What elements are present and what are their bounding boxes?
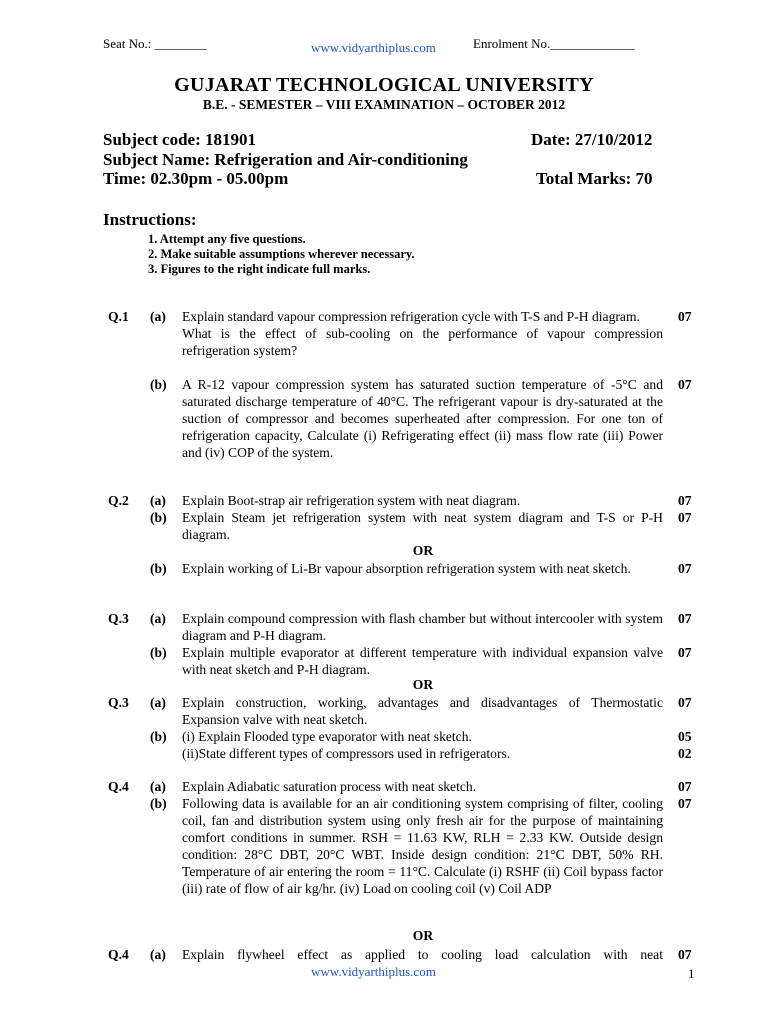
question-number: Q.3 [108,611,129,626]
page-number: 1 [688,966,695,981]
question-number: Q.4 [108,947,129,962]
question-marks: 05 [678,729,692,744]
question-part: (b) [150,729,167,744]
question-text: Explain compound compression with flash chamber but without intercooler with system diagram and P-H diagram. [182,611,663,643]
question-marks: 07 [678,493,692,508]
question-part: (a) [150,947,166,962]
question-text: Explain working of Li-Br vapour absorption refrigeration system with neat sketch. [182,561,631,576]
question-text: A R-12 vapour compression system has saturated suction temperature of -5°C and saturated discharge temperature of 40°C. The refrigerant vapour is dry-saturated at the suction of compressor and becomes superheated after compression. For one ton of refrigeration capacity, Calculate (i) Refrigerating effect (ii) mass flow rate (iii) Power and (iv) COP of the system. [182,377,663,460]
exam-date: Date: 27/10/2012 [531,130,653,149]
instruction-item: 3. Figures to the right indicate full marks. [148,262,371,276]
question-part: (a) [150,309,166,324]
question-number: Q.2 [108,493,129,508]
enrolment-number: Enrolment No._____________ [473,36,635,51]
question-marks: 07 [678,561,692,576]
question-text-line: What is the effect of sub-cooling on the performance of vapour compression refrigeration system? [182,326,663,358]
question-text-line: (ii)State different types of compressors used in refrigerators. [182,746,511,761]
question-number: Q.1 [108,309,129,324]
university-title: GUJARAT TECHNOLOGICAL UNIVERSITY [174,74,594,96]
question-part: (a) [150,779,166,794]
question-text: Explain Boot-strap air refrigeration system with neat diagram. [182,493,521,508]
question-marks: 07 [678,796,692,811]
question-number: Q.4 [108,779,129,794]
question-text [182,728,663,762]
seat-number: Seat No.: ________ [103,36,207,51]
question-marks: 07 [678,377,692,392]
question-part: (b) [150,510,167,525]
total-marks: Total Marks: 70 [536,169,653,188]
question-number: Q.3 [108,695,129,710]
or-separator: OR [412,677,434,692]
question-marks: 07 [678,510,692,525]
subject-name: Subject Name: Refrigeration and Air-conditioning [103,150,468,169]
question-text: Explain multiple evaporator at different temperature with individual expansion valve with neat sketch and P-H diagram. [182,645,663,677]
question-text-line: Explain standard vapour compression refrigeration cycle with T-S and P-H diagram. [182,309,640,324]
question-marks: 07 [678,309,692,324]
question-text: Explain Steam jet refrigeration system with neat system diagram and T-S or P-H diagram. [182,510,663,542]
or-separator: OR [412,543,434,558]
question-text-line: (i) Explain Flooded type evaporator with neat sketch. [182,729,472,744]
question-part: (a) [150,695,166,710]
instruction-item: 1. Attempt any five questions. [148,232,306,246]
question-part: (b) [150,796,167,811]
question-marks: 07 [678,947,692,962]
question-marks: 07 [678,645,692,660]
question-text: Explain construction, working, advantages and disadvantages of Thermostatic Expansion valve with neat sketch. [182,695,663,727]
question-marks: 07 [678,779,692,794]
exam-title: B.E. - SEMESTER – VIII EXAMINATION – OCTOBER 2012 [202,97,566,112]
question-text: Explain Adiabatic saturation process with neat sketch. [182,779,477,794]
header-website-link[interactable]: www.vidyarthiplus.com [311,40,436,55]
question-part: (a) [150,493,166,508]
question-part: (b) [150,561,167,576]
or-separator: OR [412,928,434,943]
exam-time: Time: 02.30pm - 05.00pm [103,169,289,188]
question-text [182,308,663,359]
instruction-item: 2. Make suitable assumptions wherever necessary. [148,247,415,261]
instructions-heading: Instructions: [103,210,197,229]
subject-code: Subject code: 181901 [103,130,256,149]
question-part: (b) [150,645,167,660]
question-marks: 07 [678,695,692,710]
question-part: (a) [150,611,166,626]
question-text: Following data is available for an air conditioning system comprising of filter, cooling coil, fan and distribution system using only fresh air for the purpose of maintaining comfort conditions in summer. RSH = 11.63 KW, RLH = 2.33 KW. Outside design condition: 28°C DBT, 20°C WBT. Inside design condition: 21°C DBT, 50% RH. Temperature of air entering the room = 11°C. Calculate (i) RSHF (ii) Coil bypass factor (iii) rate of flow of air kg/hr. (iv) Load on cooling coil (v) Coil ADP [182,796,663,896]
question-marks: 02 [678,746,692,761]
footer-website-link[interactable]: www.vidyarthiplus.com [311,964,436,979]
question-marks: 07 [678,611,692,626]
question-text: Explain flywheel effect as applied to cooling load calculation with neat [182,947,663,962]
question-part: (b) [150,377,167,392]
